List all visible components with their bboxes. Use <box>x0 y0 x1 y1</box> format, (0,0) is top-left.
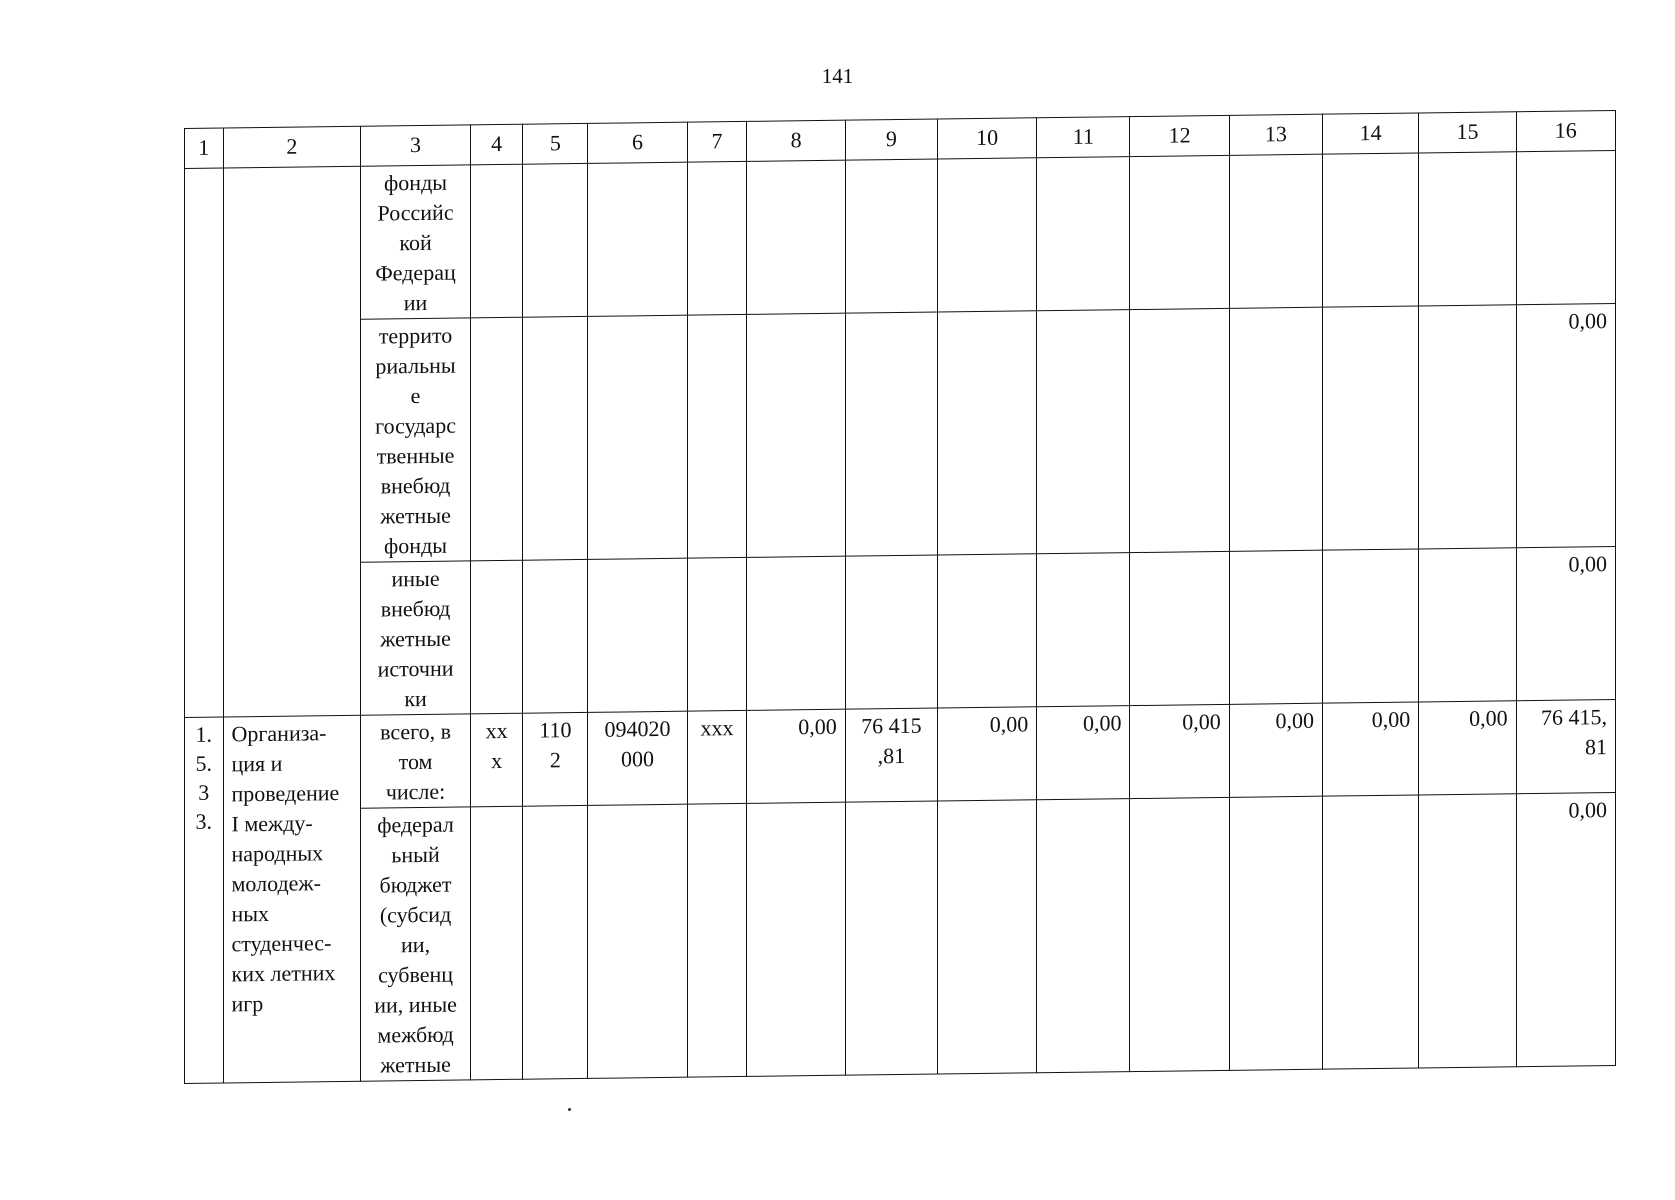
source-cell <box>361 165 470 319</box>
source-line: субвенц <box>378 961 454 988</box>
source-line: (субсид <box>379 901 452 928</box>
value-cell: 0,00 <box>1516 547 1615 701</box>
source-line: ии <box>403 289 428 316</box>
col-header: 4 <box>470 124 523 165</box>
value-cell: 0,00 <box>937 707 1036 801</box>
source-line: федерал <box>377 811 454 838</box>
col-header: 11 <box>1037 117 1130 158</box>
value-line: 094020 <box>604 715 671 742</box>
value-line: 76 415, <box>1541 704 1607 730</box>
source-line: е <box>410 383 421 409</box>
source-cell <box>361 561 470 715</box>
value-line: 2 <box>549 747 561 773</box>
col-header: 6 <box>588 122 687 163</box>
source-line: числе: <box>385 778 446 805</box>
item-name-line: I между- <box>231 810 313 837</box>
value-cell <box>1516 151 1615 305</box>
item-name-line: Организа- <box>231 720 327 747</box>
source-line: иные <box>391 565 440 592</box>
value-line: 000 <box>620 746 654 772</box>
value-cell: 0,00 <box>1229 703 1322 797</box>
value-cell: 0,00 <box>1516 304 1615 548</box>
col-header: 13 <box>1229 114 1322 155</box>
source-line: межбюд <box>377 1021 454 1048</box>
item-number-cell <box>185 717 224 1083</box>
item-name-cell <box>223 715 361 1083</box>
source-cell <box>361 318 470 562</box>
col-header: 10 <box>937 118 1036 159</box>
col-header: 7 <box>687 121 747 162</box>
source-line: жетные <box>380 625 451 652</box>
source-line: Российс <box>377 199 454 226</box>
table-row <box>185 793 1616 1084</box>
item-name-line: проведение <box>231 780 340 807</box>
item-name-line: игр <box>231 991 264 1017</box>
value-line: х <box>491 748 503 774</box>
col-header: 16 <box>1516 111 1615 152</box>
budget-table <box>184 110 1616 1084</box>
item-name-line: народных <box>231 840 324 867</box>
value-line: ,81 <box>877 742 906 769</box>
col-header: 5 <box>523 123 588 164</box>
source-line: кой <box>399 229 432 256</box>
source-line: террито <box>378 322 453 349</box>
item-number-line: 1. <box>195 721 212 747</box>
source-line: твенные <box>376 442 455 469</box>
value-cell <box>588 711 687 805</box>
item-number-cell <box>185 168 224 717</box>
source-line: ки <box>404 685 427 712</box>
value-cell: 0,00 <box>1323 702 1419 796</box>
source-line: ии, иные <box>374 991 457 1018</box>
value-cell: 0,00 <box>1516 793 1615 1067</box>
value-cell <box>845 708 937 802</box>
value-cell: 0,00 <box>1419 701 1516 795</box>
value-cell: ххх <box>687 710 747 804</box>
col-header: 2 <box>223 126 361 168</box>
table-row <box>185 700 1616 811</box>
source-line: жетные <box>380 1051 451 1078</box>
source-line: внебюд <box>380 472 451 499</box>
item-number-line: 3 <box>198 779 210 805</box>
item-name-cell <box>223 166 361 717</box>
source-line: фонды <box>384 169 448 196</box>
value-cell: 0,00 <box>1130 704 1229 798</box>
source-cell <box>361 807 470 1081</box>
col-header: 3 <box>361 125 470 166</box>
table-row <box>185 304 1616 565</box>
source-line: риальны <box>375 352 456 379</box>
col-header: 15 <box>1419 112 1516 153</box>
value-cell <box>470 713 523 807</box>
source-line: том <box>398 748 433 775</box>
source-line: ии, <box>401 931 431 958</box>
value-cell <box>523 712 588 806</box>
col-header: 1 <box>185 128 224 168</box>
source-line: всего, в <box>380 718 452 745</box>
source-line: государс <box>375 412 456 439</box>
source-cell <box>361 714 470 808</box>
page-number: 141 <box>821 64 854 88</box>
table-row <box>185 151 1616 322</box>
value-line: 110 <box>539 717 572 743</box>
item-number-line: 5. <box>195 750 212 776</box>
scan-speck <box>568 1108 571 1111</box>
item-name-line: ных <box>231 900 270 927</box>
source-line: ьный <box>391 841 440 868</box>
col-header: 8 <box>747 120 845 161</box>
col-header: 9 <box>845 119 937 160</box>
table-row <box>185 547 1616 718</box>
source-line: Федерац <box>375 259 456 286</box>
source-line: фонды <box>384 532 448 559</box>
source-line: источни <box>377 655 454 682</box>
value-line: 81 <box>1585 734 1607 760</box>
col-header: 14 <box>1323 113 1419 154</box>
item-name-line: молодеж- <box>231 870 321 897</box>
item-name-line: студенчес- <box>231 930 332 957</box>
value-line: хх <box>485 717 508 744</box>
source-line: внебюд <box>380 595 451 622</box>
item-name-line: ких летних <box>231 960 336 987</box>
item-number-line: 3. <box>195 808 212 834</box>
value-cell: 0,00 <box>747 709 845 803</box>
col-header: 12 <box>1130 115 1229 156</box>
value-line: 76 415 <box>861 712 922 739</box>
source-line: бюджет <box>379 871 452 898</box>
value-cell <box>1516 700 1615 794</box>
item-name-line: ция и <box>231 750 283 777</box>
value-cell: 0,00 <box>1037 706 1130 800</box>
source-line: жетные <box>380 502 451 529</box>
